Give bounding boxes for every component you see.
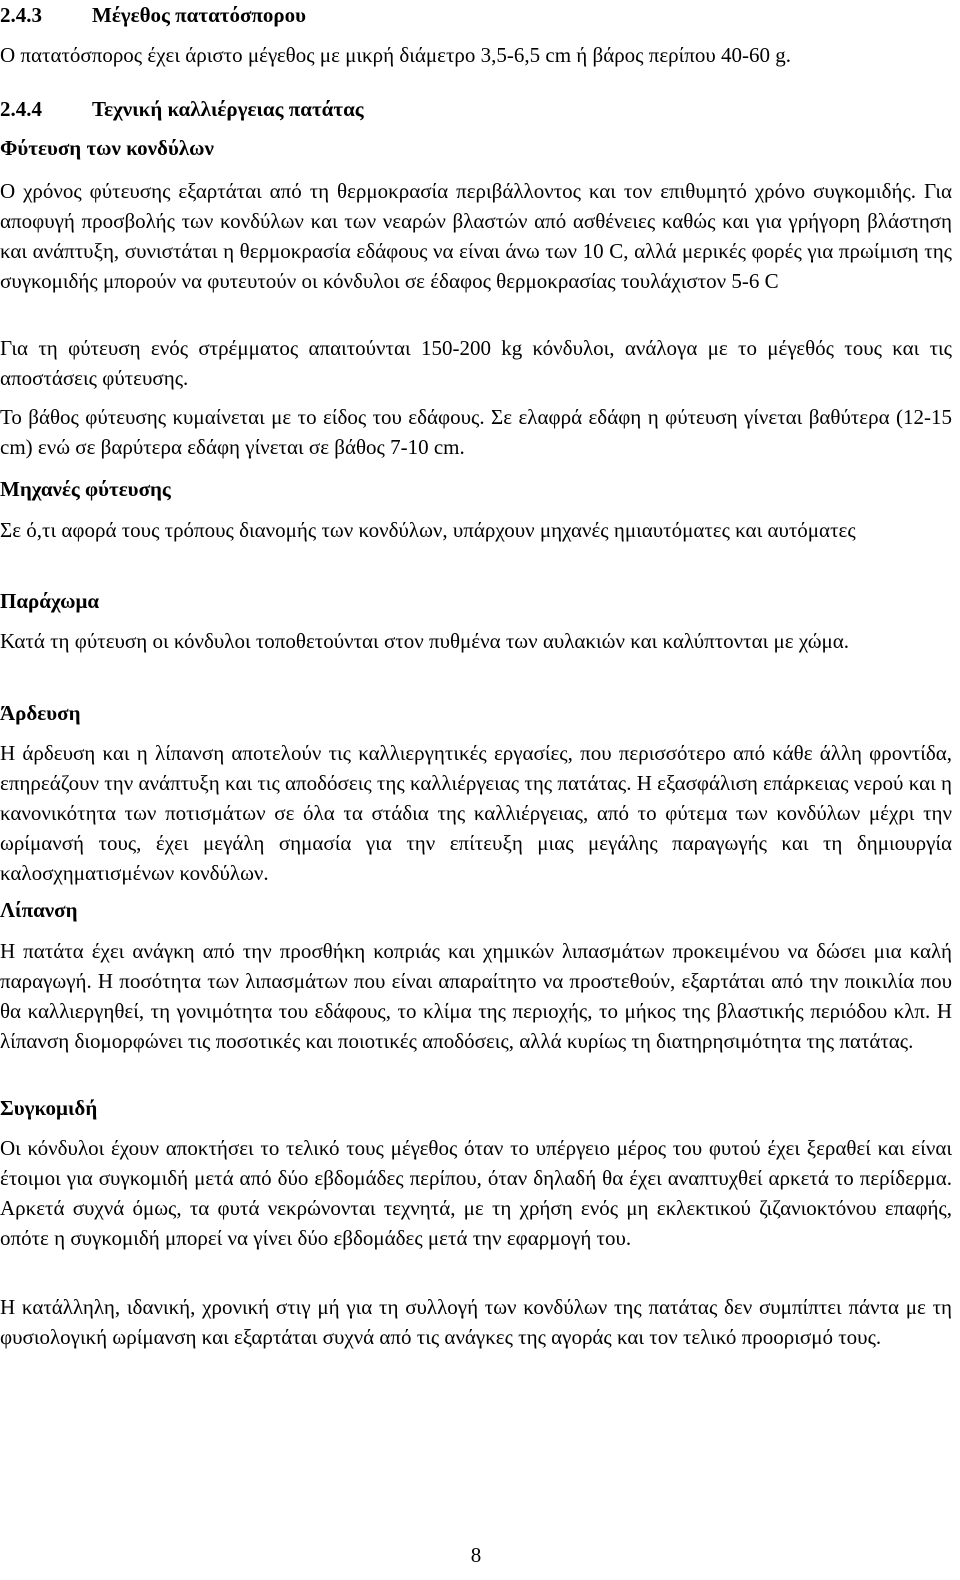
hilling-paragraph: Κατά τη φύτευση οι κόνδυλοι τοποθετούνται στον πυθμένα των αυλακιών και καλύπτονται με χώμα. (0, 629, 850, 653)
planting-paragraph-1: Ο χρόνος φύτευσης εξαρτάται από τη θερμοκρασία περιβάλλοντος και τον επιθυμητό χρόνο συγκομιδής. Για αποφυγή προσβολής των κονδύλων και των νεαρών βλαστών από ασθένειες καθώς και για γρήγορη βλάστηση και ανάπτυξη, συνιστάται η θερμοκρασία εδάφους να είναι άνω των 10 C, αλλά μερικές φορές για πρωίμιση της συγκομιδής μπορούν να φυτευτούν οι κόνδυλοι σε έδαφος θερμοκρασίας τουλάχιστον 5-6 C (0, 179, 952, 293)
section-number: 2.4.4 (0, 97, 42, 121)
section-title: Τεχνική καλλιέργειας πατάτας (92, 97, 364, 121)
harvest-paragraph-1: Οι κόνδυλοι έχουν αποκτήσει το τελικό τους μέγεθος όταν το υπέργειο μέρος του φυτού έχει ξεραθεί και είναι έτοιμοι για συγκομιδή μετά από δύο εβδομάδες περίπου, όταν δηλαδή θα έχει αναπτυχθεί αρκετά το περίδερμα. Αρκετά συχνά όμως, τα φυτά νεκρώνονται τεχνητά, με τη χρήση ενός μη εκλεκτικού ζιζανιοκτόνου επαφής, οπότε η συγκομιδή μπορεί να γίνει δύο εβδομάδες μετά την εφαρμογή του. (0, 1136, 952, 1250)
page-number: 8 (470, 1543, 482, 1567)
harvest-paragraph-2: Η κατάλληλη, ιδανική, χρονική στιγ μή για τη συλλογή των κονδύλων της πατάτας δεν συμπίπτει πάντα με τη φυσιολογική ωρίμανση και εξαρτάται συχνά από τις ανάγκες της αγοράς και τον τελικό προορισμό τους. (0, 1295, 952, 1349)
subheading-planting: Φύτευση των κονδύλων (0, 136, 214, 160)
subheading-irrigation: Άρδευση (0, 701, 81, 725)
section-heading-potato-seed-size (0, 0, 952, 30)
planting-paragraph-2: Για τη φύτευση ενός στρέμματος απαιτούνται 150-200 kg κόνδυλοι, ανάλογα με το μέγεθός τους και τις αποστάσεις φύτευσης. (0, 336, 952, 390)
planting-machines-paragraph: Σε ό,τι αφορά τους τρόπους διανομής των κονδύλων, υπάρχουν μηχανές ημιαυτόματες και αυτόματες (0, 518, 856, 542)
planting-paragraph-3: Το βάθος φύτευσης κυμαίνεται με το είδος του εδάφους. Σε ελαφρά εδάφη η φύτευση γίνεται βαθύτερα (12-15 cm) ενώ σε βαρύτερα εδάφη γίνεται σε βάθος 7-10 cm. (0, 405, 952, 459)
section-heading-cultivation-technique (0, 94, 952, 124)
section-number: 2.4.3 (0, 3, 42, 27)
irrigation-paragraph: Η άρδευση και η λίπανση αποτελούν τις καλλιεργητικές εργασίες, που περισσότερο από κάθε άλλη φροντίδα, επηρεάζουν την ανάπτυξη και τις αποδόσεις της καλλιέργειας της πατάτας. Η εξασφάλιση επάρκειας νερού και η κανονικότητα των ποτισμάτων σε όλα τα στάδια της καλλιέργειας, από το φύτεμα των κονδύλων μέχρι την ωρίμανσή τους, έχει μεγάλη σημασία για την επίτευξη μιας μεγάλης παραγωγής και τη δημιουργία καλοσχηματισμένων κονδύλων. (0, 741, 952, 885)
subheading-fertilization: Λίπανση (0, 898, 78, 922)
subheading-planting-machines: Μηχανές φύτευσης (0, 477, 171, 501)
fertilization-paragraph: Η πατάτα έχει ανάγκη από την προσθήκη κοπριάς και χημικών λιπασμάτων προκειμένου να δώσει μια καλή παραγωγή. Η ποσότητα των λιπασμάτων που είναι απαραίτητο να προστεθούν, εξαρτάται από την ποικιλία που θα καλλιεργηθεί, τη γονιμότητα του εδάφους, το κλίμα της περιοχής, το μήκος της βλαστικής περιόδου κλπ. Η λίπανση διομορφώνει τις ποσοτικές και ποιοτικές αποδόσεις, αλλά κυρίως τη διατηρησιμότητα της πατάτας. (0, 939, 952, 1053)
section-title: Μέγεθος πατατόσπορου (92, 3, 307, 27)
subheading-harvest: Συγκομιδή (0, 1096, 98, 1120)
subheading-hilling: Παράχωμα (0, 589, 100, 613)
seed-size-paragraph: Ο πατατόσπορος έχει άριστο μέγεθος με μικρή διάμετρο 3,5-6,5 cm ή βάρος περίπου 40-60 g. (0, 43, 792, 67)
